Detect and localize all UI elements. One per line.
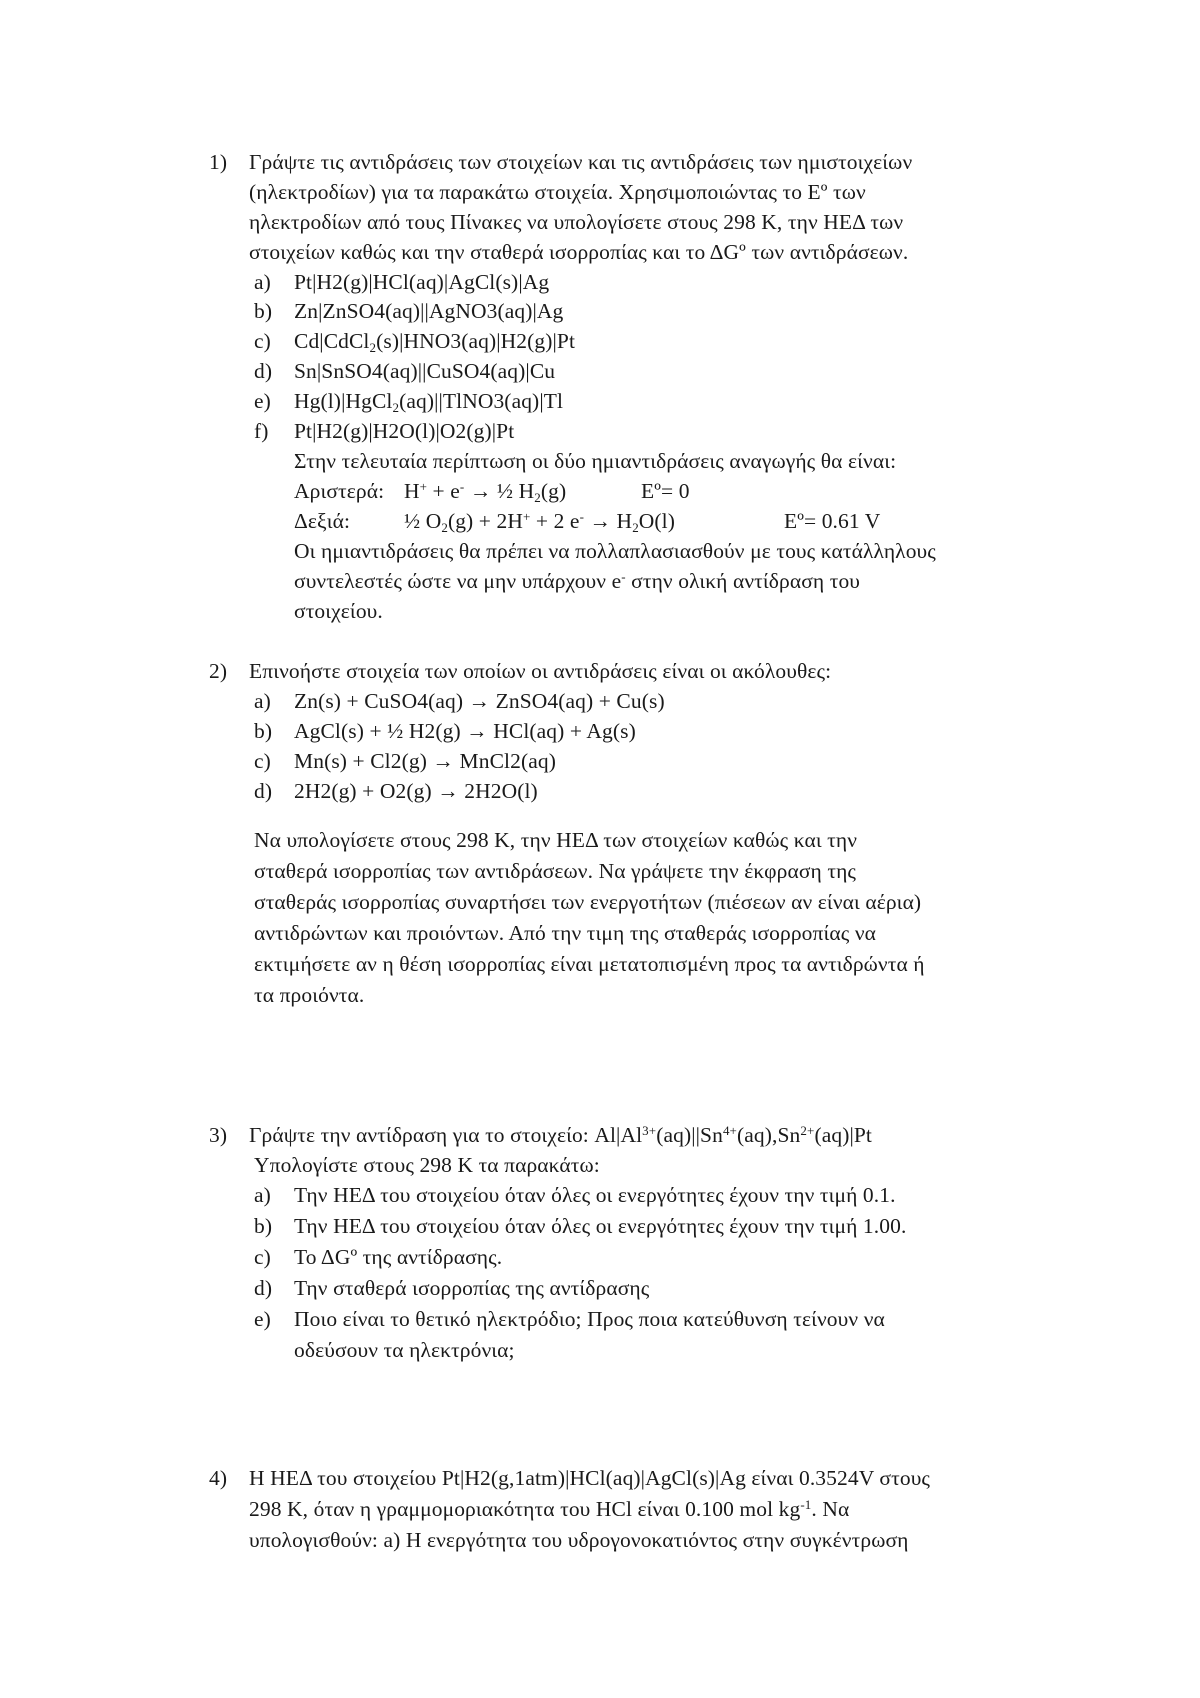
q3-item-c-label: c) xyxy=(254,1245,271,1269)
q1-left-equation: H+ + e- → ½ $H_2(g)$ xyxy=(404,479,567,505)
q2-item-a-label: a) xyxy=(254,689,271,713)
q1-item-b-text: Zn|ZnSO4(aq)||AgNO3(aq)|Ag xyxy=(294,299,564,323)
question-4-number: 4) xyxy=(209,1466,228,1490)
question-4-line-2: 298 K, όταν η γραμμομοριακότητα του HCl είναι 0.100 mol $kg^{-1}$. Να xyxy=(249,1497,850,1521)
question-4-line-3: υπολογισθούν: a) Η ενεργότητα του υδρογονοκατιόντος στην συγκέντρωση xyxy=(249,1528,909,1552)
question-2-line: Επινοήστε στοιχεία των οποίων οι αντιδράσεις είναι οι ακόλουθες: xyxy=(249,659,832,683)
q2-item-b-text: AgCl(s) + ½ H2(g) → HCl(aq) + Ag(s) xyxy=(294,719,636,743)
question-1-number: 1) xyxy=(209,150,228,174)
q1-item-a-text: Pt|H2(g)|HCl(aq)|AgCl(s)|Ag xyxy=(294,270,550,294)
question-3-line-1: Γράψτε την αντίδραση για το στοιχείο: $Al|Al^{3+}(aq)||Sn^{4+}(aq),Sn^{2+}(aq)|Pt$ xyxy=(249,1123,872,1147)
q2-item-a-text: Zn(s) + CuSO4(aq) → ZnSO4(aq) + Cu(s) xyxy=(294,689,665,713)
q1-item-f-text: Pt|H2(g)|H2O(l)|O2(g)|Pt xyxy=(294,419,515,443)
q3-item-d-text: Την σταθερά ισορροπίας της αντίδρασης xyxy=(294,1276,650,1300)
question-4-line-1: Η ΗΕΔ του στοιχείου Pt|H2(g,1atm)|HCl(aq)|AgCl(s)|Ag είναι 0.3524V στους xyxy=(249,1466,931,1490)
q2-paragraph-line-5: εκτιμήσετε αν η θέση ισορροπίας είναι μετατοπισμένη προς τα αντιδρώντα ή xyxy=(254,952,925,976)
question-3-number: 3) xyxy=(209,1123,228,1147)
q1-item-e-text: Hg(l)|HgCl$_2$(aq)||TlNO3(aq)|Tl xyxy=(294,389,564,415)
q3-item-c-text: Το ΔGº της αντίδρασης. xyxy=(294,1245,503,1269)
q2-paragraph-line-6: τα προιόντα. xyxy=(254,983,365,1007)
q1-note-1: Στην τελευταία περίπτωση οι δύο ημιαντιδράσεις αναγωγής θα είναι: xyxy=(294,449,897,473)
q1-right-potential: Eº= 0.61 V xyxy=(784,509,881,533)
q1-note-2c: στοιχείου. xyxy=(294,599,383,623)
q1-item-d-text: Sn|SnSO4(aq)||CuSO4(aq)|Cu xyxy=(294,359,556,383)
question-2-number: 2) xyxy=(209,659,228,683)
q2-item-c-text: Mn(s) + Cl2(g) → MnCl2(aq) xyxy=(294,749,556,773)
q1-item-c-text: Cd|CdCl$_2$(s)|HNO3(aq)|H2(g)|Pt xyxy=(294,329,576,355)
q3-item-a-text: Την ΗΕΔ του στοιχείου όταν όλες οι ενεργότητες έχουν την τιμή 0.1. xyxy=(294,1183,896,1207)
q1-left-label: Αριστερά: xyxy=(294,479,385,503)
q1-right-equation: ½ $O_2(g) + 2H^+ + 2$ $e^- \to H_2O(l)$ xyxy=(404,509,676,535)
question-1-line-2: (ηλεκτροδίων) για τα παρακάτω στοιχεία. Χρησιμοποιώντας το Eº των xyxy=(249,180,866,204)
q3-item-b-label: b) xyxy=(254,1214,273,1238)
q1-item-b-label: b) xyxy=(254,299,273,323)
q3-item-e-text: Ποιο είναι το θετικό ηλεκτρόδιο; Προς ποια κατεύθυνση τείνουν να xyxy=(294,1307,885,1331)
q1-right-label: Δεξιά: xyxy=(294,509,351,533)
q2-item-b-label: b) xyxy=(254,719,273,743)
q3-item-d-label: d) xyxy=(254,1276,273,1300)
q2-item-c-label: c) xyxy=(254,749,271,773)
q1-item-e-label: e) xyxy=(254,389,271,413)
q3-item-b-text: Την ΗΕΔ του στοιχείου όταν όλες οι ενεργότητες έχουν την τιμή 1.00. xyxy=(294,1214,907,1238)
q2-paragraph-line-2: σταθερά ισορροπίας των αντιδράσεων. Να γράψετε την έκφραση της xyxy=(254,859,857,883)
q2-paragraph-line-4: αντιδρώντων και προιόντων. Από την τιμη της σταθεράς ισορροπίας να xyxy=(254,921,877,945)
q2-paragraph-line-3: σταθεράς ισορροπίας συναρτήσει των ενεργοτήτων (πιέσεων αν είναι αέρια) xyxy=(254,890,922,914)
q1-note-2a: Οι ημιαντιδράσεις θα πρέπει να πολλαπλασιασθούν με τους κατάλληλους xyxy=(294,539,936,563)
q2-item-d-label: d) xyxy=(254,779,273,803)
q3-item-e-continuation: οδεύσουν τα ηλεκτρόνια; xyxy=(294,1338,515,1362)
question-3-line-2: Υπολογίστε στους 298 K τα παρακάτω: xyxy=(254,1153,600,1177)
q2-item-d-text: 2H2(g) + O2(g) → 2H2O(l) xyxy=(294,779,538,803)
q1-item-a-label: a) xyxy=(254,270,271,294)
q3-item-e-label: e) xyxy=(254,1307,271,1331)
q3-item-a-label: a) xyxy=(254,1183,271,1207)
question-1-line-4: στοιχείων καθώς και την σταθερά ισορροπίας και το ΔGº των αντιδράσεων. xyxy=(249,240,909,264)
q2-paragraph-line-1: Να υπολογίσετε στους 298 K, την ΗΕΔ των στοιχείων καθώς και την xyxy=(254,828,858,852)
q1-item-c-label: c) xyxy=(254,329,271,353)
q1-item-f-label: f) xyxy=(254,419,269,443)
question-1-line-3: ηλεκτροδίων από τους Πίνακες να υπολογίσετε στους 298 K, την ΗΕΔ των xyxy=(249,210,904,234)
q1-note-2b: συντελεστές ώστε να μην υπάρχουν e- στην ολική αντίδραση του xyxy=(294,569,861,593)
q1-item-d-label: d) xyxy=(254,359,273,383)
question-1-line-1: Γράψτε τις αντιδράσεις των στοιχείων και τις αντιδράσεις των ημιστοιχείων xyxy=(249,150,913,174)
q1-left-potential: Eº= 0 xyxy=(641,479,690,503)
